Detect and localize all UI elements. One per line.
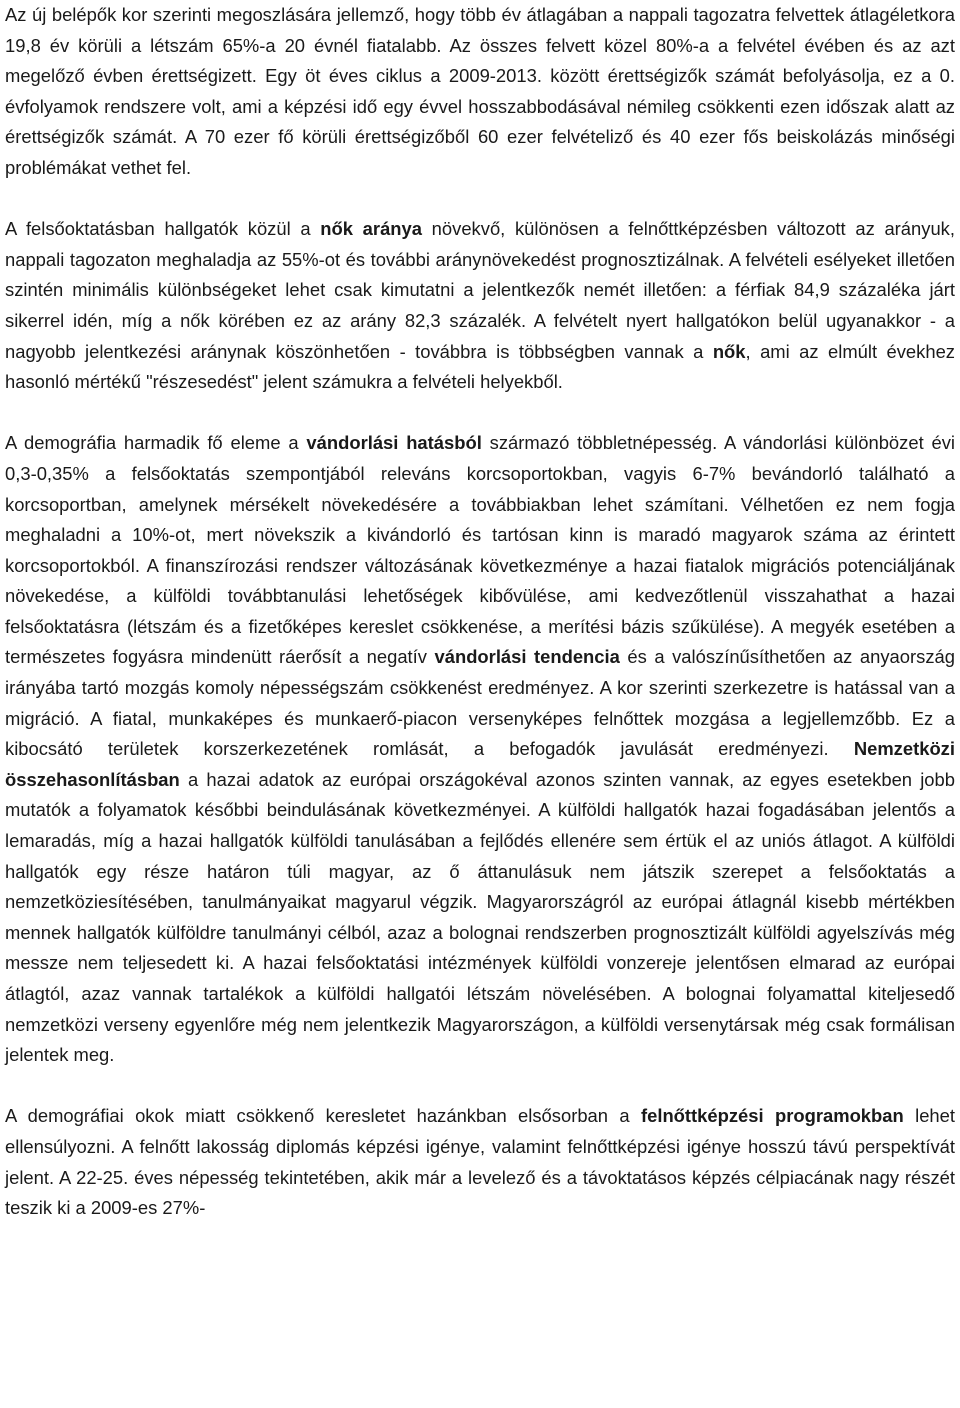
text-segment: származó többletnépesség. A vándorlási különbözet évi 0,3-0,35% a felsőoktatás szempontjából releváns korcsoportokban, vagyis 6-7% bevándorló található a korcsoportban, amelynek mérsékelt növekedésére a továbbiakban lehet számítani. Vélhetően ez nem fogja meghaladni a 10%-ot, mert növekszik a kivándorló és tartósan kinn is maradó magyarok száma az érintett korcsoportokból. A finanszírozási rendszer változásának következménye a hazai fiatalok migrációs potenciáljának növekedése, a külföldi továbbtanulási lehetőségek kibővülése, ami kedvezőtlenül visszahathat a hazai felsőoktatásra (létszám és a fizetőképes kereslet csökkenése, a merítési bázis szűkülése). A megyék esetében a természetes fogyásra mindenütt ráerősít a negatív bbox=[5, 432, 955, 668]
text-segment: és a valószínűsíthetően az anyaország irányába tartó mozgás komoly népességszám csökkenést eredményez. A kor szerinti szerkezetre is hatással van a migráció. A fiatal, munkaképes és munkaerő-piacon versenyképes felnőttek mozgása a legjellemzőbb. Ez a kibocsátó területek korszerkezetének romlását, a befogadók javulását eredményezi. bbox=[5, 646, 955, 760]
paragraph-women-ratio bbox=[5, 214, 955, 398]
text-segment: Az új belépők kor szerinti megoszlására jellemző, hogy több év átlagában a nappali tagozatra felvettek átlagéletkora 19,8 év körüli a létszám 65%-a 20 évnél fiatalabb. Az összes felvett közel 80%-a a felvétel évében és az azt megelőző évben érettségizett. Egy öt éves ciklus a 2009-2013. között érettségizők számát befolyásolja, ez a 0. évfolyamok rendszere volt, ami a képzési idő egy évvel hosszabbodásával némileg csökkenti ezen időszak alatt az érettségizők számát. A 70 ezer fő körüli érettségizőből 60 ezer felvételiző és 40 ezer fős beiskolázás minőségi problémákat vethet fel. bbox=[5, 4, 955, 178]
text-segment: A demográfia harmadik fő eleme a bbox=[5, 432, 307, 454]
text-segment: A demográfiai okok miatt csökkenő keresletet hazánkban elsősorban a bbox=[5, 1105, 641, 1127]
paragraph-migration bbox=[5, 428, 955, 1070]
emphasis-text: Nemzetközi összehasonlításban bbox=[5, 738, 955, 790]
emphasis-text: vándorlási hatásból bbox=[306, 432, 482, 454]
document-page bbox=[5, 0, 955, 1224]
emphasis-text: nők bbox=[712, 340, 746, 362]
paragraph-entrant-age bbox=[5, 0, 955, 184]
text-segment: A felsőoktatásban hallgatók közül a bbox=[5, 218, 321, 240]
text-segment: növekvő, különösen a felnőttképzésben változott az arányuk, nappali tagozaton meghaladja az 55%-ot és további aránynövekedést prognosztizálnak. A felvételi esélyeket illetően szintén minimális különbségeket lehet csak kimutatni a jelentkezők nemét illetően: a férfiak 84,9 százaléka járt sikerrel idén, míg a nők körében ez az arány 82,3 százalék. A felvételt nyert hallgatókon belül ugyanakkor - a nagyobb jelentkezési aránynak köszönhetően - továbbra is többségben vannak a bbox=[5, 218, 955, 362]
paragraph-adult-education bbox=[5, 1101, 955, 1223]
text-segment: a hazai adatok az európai országokéval azonos szinten vannak, az egyes esetekben jobb mutatók a folyamatok későbbi beindulásának következményei. A külföldi hallgatók hazai fogadásában jelentős a lemaradás, míg a hazai hallgatók külföldi tanulásában a fejlődés ellenére sem értük el az uniós átlagot. A külföldi hallgatók egy része határon túli magyar, az ő áttanulásuk nem játszik szerepet a felsőoktatás a nemzetköziesítésében, tanulmányaikat magyarul végzik. Magyarországról az európai átlagnál kisebb mértékben mennek hallgatók külföldre tanulmányi célból, azaz a bolognai rendszerben prognosztizált külföldi agyelszívás még messze nem teljesedett ki. A hazai felsőoktatási intézmények külföldi vonzereje jelentősen elmarad az európai átlagtól, azaz vannak tartalékok a külföldi hallgatói létszám növelésében. A bolognai folyamattal kiteljesedő nemzetközi verseny egyenlőre még nem jelentkezik Magyarországon, a külföldi versenytársak még csak formálisan jelentek meg. bbox=[5, 768, 955, 1066]
emphasis-text: vándorlási tendencia bbox=[434, 646, 620, 668]
text-segment: lehet ellensúlyozni. A felnőtt lakosság diplomás képzési igénye, valamint felnőttképzési igénye hosszú távú perspektívát jelent. A 22-25. éves népesség tekintetében, akik már a levelező és a távoktatásos képzés célpiacának nagy részét teszik ki a 2009-es 27%- bbox=[5, 1105, 955, 1219]
text-segment: , ami az elmúlt évekhez hasonló mértékű "részesedést" jelent számukra a felvételi helyekből. bbox=[5, 340, 955, 393]
emphasis-text: felnőttképzési programokban bbox=[640, 1105, 904, 1127]
emphasis-text: nők aránya bbox=[320, 218, 422, 240]
